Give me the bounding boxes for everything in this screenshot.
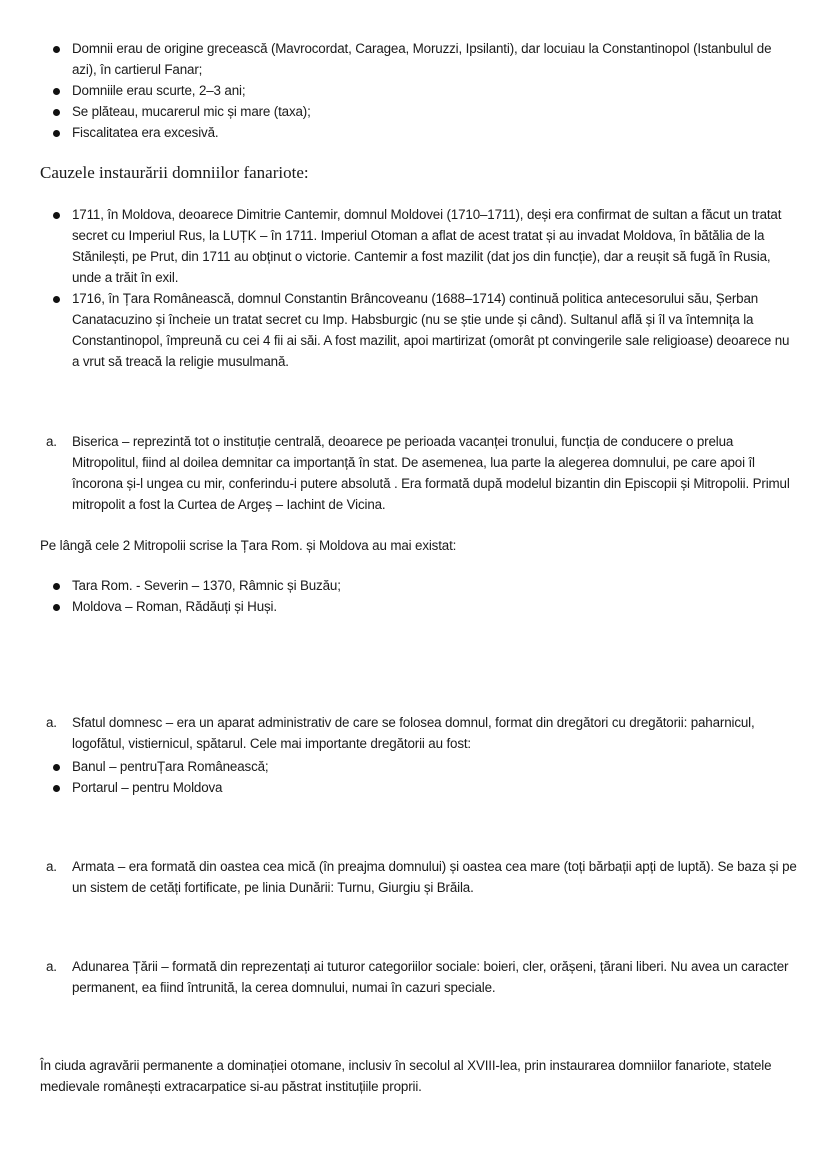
list-item: Domniile erau scurte, 2–3 ani; bbox=[0, 80, 828, 101]
causes-heading: Cauzele instaurării domniilor fanariote: bbox=[40, 163, 309, 182]
list-item bbox=[0, 856, 828, 898]
sfatul-bullet-list bbox=[0, 756, 828, 798]
list-item: Banul – pentruȚara Românească; bbox=[0, 756, 828, 777]
list-item: 1716, în Țara Românească, domnul Constantin Brâncoveanu (1688–1714) continuă politica antecesorului său, Șerban Canatacuzino și încheie un tratat secret cu Imp. Habsburgic (nu se știe unde și când). Sultanul află și îl va întemnița la Constantinopol, împreună cu cei 4 fii ai săi. A fost mazilit, apoi martirizat (omorât pt convingerile sale religioase) deoarece nu a vrut să treacă la religie musulmană. bbox=[0, 288, 828, 372]
list-marker: a. bbox=[46, 434, 57, 449]
adunarea-section bbox=[0, 956, 828, 998]
causes-bullet-list bbox=[0, 204, 828, 372]
list-item bbox=[0, 712, 828, 754]
biserica-text: Biserica – reprezintă tot o instituție centrală, deoarece pe perioada vacanței tronului, funcția de conducere o prelua Mitropolitul, fiind al doilea demnitar ca importanță în stat. De asemenea, lua parte la alegerea domnului, pe care apoi îl încorona și-l ungea cu mir, conferindu-i putere absolută . Era formată după modelul bizantin din Episcopii și Mitropolii. Primul mitropolit a fost la Curtea de Argeș – Iachint de Vicina. bbox=[72, 434, 790, 512]
list-item: Portarul – pentru Moldova bbox=[0, 777, 828, 798]
sfatul-section bbox=[0, 712, 828, 754]
mitropolii-bullet-list bbox=[0, 575, 828, 617]
conclusion-paragraph: În ciuda agravării permanente a dominației otomane, inclusiv în secolul al XVIII-lea, prin instaurarea domniilor fanariote, statele medievale românești extracarpatice si-au păstrat instituțiile proprii. bbox=[40, 1058, 772, 1094]
list-item: Tara Rom. - Severin – 1370, Râmnic și Buzău; bbox=[0, 575, 828, 596]
list-item: Se plăteau, mucarerul mic și mare (taxa); bbox=[0, 101, 828, 122]
list-item: 1711, în Moldova, deoarece Dimitrie Cantemir, domnul Moldovei (1710–1711), deși era confirmat de sultan a făcut un tratat secret cu Imperiul Rus, la LUȚK – în 1711. Imperiul Otoman a aflat de acest tratat și au invadat Moldova, în bătălia de la Stănilești, pe Prut, din 1711 au obținut o victorie. Cantemir a fost mazilit (dat jos din funcție), dar a reușit să fugă în Rusia, unde a trăit în exil. bbox=[0, 204, 828, 288]
intro-bullet-list bbox=[0, 38, 828, 143]
list-item: Domnii erau de origine grecească (Mavrocordat, Caragea, Moruzzi, Ipsilanti), dar locuiau la Constantinopol (Istanbulul de azi), în cartierul Fanar; bbox=[0, 38, 828, 80]
list-marker: a. bbox=[46, 715, 57, 730]
biserica-section bbox=[0, 431, 828, 515]
list-marker: a. bbox=[46, 859, 57, 874]
list-item bbox=[0, 956, 828, 998]
list-item: Fiscalitatea era excesivă. bbox=[0, 122, 828, 143]
adunarea-text: Adunarea Țării – formată din reprezentați ai tuturor categoriilor sociale: boieri, cler, orășeni, țărani liberi. Nu avea un caracter permanent, ea fiind întrunită, la cerea domnului, numai în cazuri speciale. bbox=[72, 959, 789, 995]
mitropolii-intro: Pe lângă cele 2 Mitropolii scrise la Țara Rom. și Moldova au mai existat: bbox=[40, 538, 457, 553]
list-marker: a. bbox=[46, 959, 57, 974]
armata-text: Armata – era formată din oastea cea mică (în preajma domnului) și oastea cea mare (toți bărbații apți de luptă). Se baza și pe un sistem de cetăți fortificate, pe linia Dunării: Turnu, Giurgiu și Brăila. bbox=[72, 859, 797, 895]
list-item bbox=[0, 431, 828, 515]
armata-section bbox=[0, 856, 828, 898]
list-item: Moldova – Roman, Rădăuți și Huși. bbox=[0, 596, 828, 617]
sfatul-text: Sfatul domnesc – era un aparat administrativ de care se folosea domnul, format din dregători cu dregătorii: paharnicul, logofătul, vistiernicul, spătarul. Cele mai importante dregătorii au fost: bbox=[72, 715, 755, 751]
